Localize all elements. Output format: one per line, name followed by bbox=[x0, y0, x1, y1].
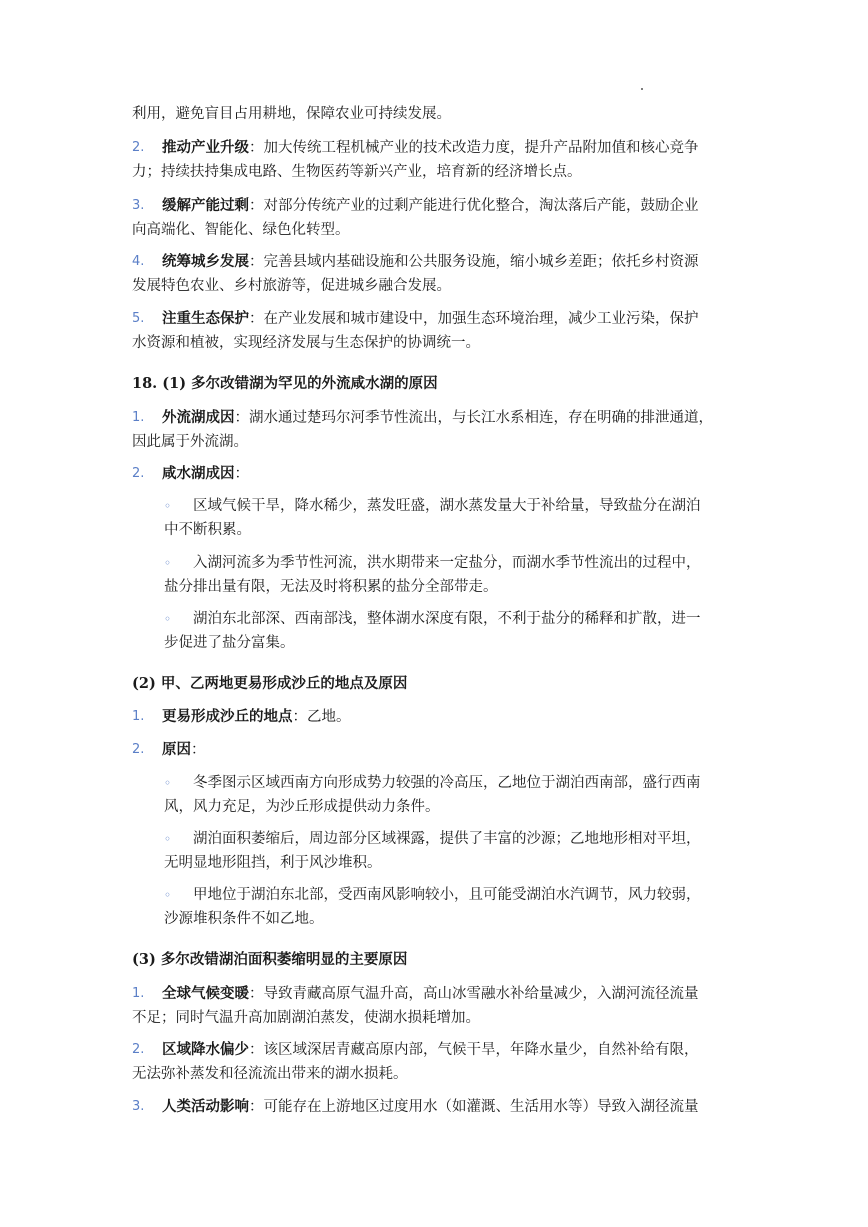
bullet-line: 湖泊东北部深、西南部浅，整体湖水深度有限，不利于盐分的稀释和扩散，进一 bbox=[193, 611, 701, 627]
list-number: 2. bbox=[132, 466, 145, 481]
bullet-line: 沙源堆积条件不如乙地。 bbox=[164, 911, 324, 927]
section-heading: (3) 多尔改错湖泊面积萎缩明显的主要原因 bbox=[132, 951, 408, 968]
bullet-line: 冬季图示区域西南方向形成势力较强的冷高压，乙地位于湖泊西南部，盛行西南 bbox=[193, 775, 701, 791]
list-item-line: 发展特色农业、乡村旅游等，促进城乡融合发展。 bbox=[132, 278, 451, 294]
bullet-line: 区域气候干旱，降水稀少，蒸发旺盛，湖水蒸发量大于补给量，导致盐分在湖泊 bbox=[193, 498, 701, 514]
bullet-line: 中不断积累。 bbox=[164, 522, 251, 538]
list-item-line: 水资源和植被，实现经济发展与生态保护的协调统一。 bbox=[132, 335, 480, 351]
list-item-line: 人类活动影响：可能存在上游地区过度用水（如灌溉、生活用水等）导致入湖径流量 bbox=[162, 1098, 699, 1115]
section-heading: 18. (1) 多尔改错湖为罕见的外流咸水湖的原因 bbox=[132, 375, 438, 392]
list-item-line: 向高端化、智能化、绿色化转型。 bbox=[132, 222, 350, 238]
bullet-icon: ◦ bbox=[164, 832, 172, 846]
list-item-line: 力；持续扶持集成电路、生物医药等新兴产业，培育新的经济增长点。 bbox=[132, 164, 582, 180]
section-heading: (2) 甲、乙两地更易形成沙丘的地点及原因 bbox=[132, 675, 408, 692]
page-mark bbox=[641, 88, 643, 90]
list-item-line: 不足；同时气温升高加剧湖泊蒸发，使湖水损耗增加。 bbox=[132, 1010, 480, 1026]
list-item-line: 全球气候变暖：导致青藏高原气温升高，高山冰雪融水补给量减少，入湖河流径流量 bbox=[162, 985, 699, 1002]
list-number: 3. bbox=[132, 1099, 145, 1114]
list-item-line: 注重生态保护：在产业发展和城市建设中，加强生态环境治理，减少工业污染，保护 bbox=[162, 310, 699, 327]
list-number: 5. bbox=[132, 311, 145, 326]
bullet-icon: ◦ bbox=[164, 556, 172, 570]
list-number: 2. bbox=[132, 1042, 145, 1057]
list-number: 2. bbox=[132, 742, 145, 757]
list-item-line: 推动产业升级：加大传统工程机械产业的技术改造力度，提升产品附加值和核心竞争 bbox=[162, 139, 699, 156]
list-item-line: 外流湖成因：湖水通过楚玛尔河季节性流出，与长江水系相连，存在明确的排泄通道， bbox=[162, 409, 713, 426]
list-number: 4. bbox=[132, 254, 145, 269]
bullet-icon: ◦ bbox=[164, 612, 172, 626]
list-item-line: 无法弥补蒸发和径流流出带来的湖水损耗。 bbox=[132, 1066, 408, 1082]
bullet-line: 盐分排出量有限，无法及时将积累的盐分全部带走。 bbox=[164, 579, 498, 595]
paragraph-continuation: 利用，避免盲目占用耕地，保障农业可持续发展。 bbox=[132, 106, 451, 122]
bullet-line: 甲地位于湖泊东北部，受西南风影响较小，且可能受湖泊水汽调节，风力较弱， bbox=[193, 887, 701, 903]
list-number: 1. bbox=[132, 986, 145, 1001]
bullet-icon: ◦ bbox=[164, 499, 172, 513]
list-item-line: 更易形成沙丘的地点：乙地。 bbox=[162, 708, 351, 725]
bullet-line: 入湖河流多为季节性河流，洪水期带来一定盐分，而湖水季节性流出的过程中， bbox=[193, 555, 701, 571]
list-number: 1. bbox=[132, 709, 145, 724]
list-item-line: 缓解产能过剩：对部分传统产业的过剩产能进行优化整合，淘汰落后产能，鼓励企业 bbox=[162, 197, 699, 214]
list-item-line: 因此属于外流湖。 bbox=[132, 434, 248, 450]
bullet-icon: ◦ bbox=[164, 888, 172, 902]
bullet-line: 风，风力充足，为沙丘形成提供动力条件。 bbox=[164, 799, 440, 815]
list-number: 3. bbox=[132, 198, 145, 213]
bullet-line: 无明显地形阻挡，利于风沙堆积。 bbox=[164, 855, 382, 871]
list-item-line: 统筹城乡发展：完善县域内基础设施和公共服务设施，缩小城乡差距；依托乡村资源 bbox=[162, 253, 699, 270]
bullet-line: 步促进了盐分富集。 bbox=[164, 635, 295, 651]
bullet-icon: ◦ bbox=[164, 776, 172, 790]
list-number: 2. bbox=[132, 140, 145, 155]
list-item-line: 区域降水偏少：该区域深居青藏高原内部，气候干旱，年降水量少，自然补给有限， bbox=[162, 1041, 699, 1058]
bullet-line: 湖泊面积萎缩后，周边部分区域裸露，提供了丰富的沙源；乙地地形相对平坦， bbox=[193, 831, 701, 847]
list-item-line: 咸水湖成因： bbox=[162, 465, 249, 482]
list-item-line: 原因： bbox=[162, 741, 206, 758]
list-number: 1. bbox=[132, 410, 145, 425]
